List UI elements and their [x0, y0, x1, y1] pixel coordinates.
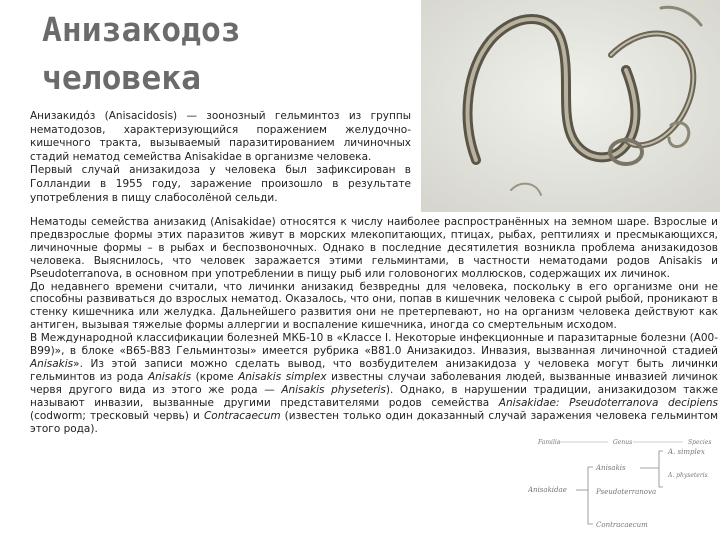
- scheme-header-species: Species: [688, 439, 712, 446]
- scheme-family: Anisakidae: [528, 486, 567, 494]
- scheme-species-physeteris: A. physeteris: [668, 472, 708, 479]
- title-line-1: Анизакодоз: [42, 10, 241, 49]
- main-text: [30, 216, 718, 435]
- scheme-species-simplex: A. simplex: [668, 448, 705, 456]
- nematode-photo: [421, 0, 720, 212]
- scheme-family-brace: [588, 467, 593, 524]
- taxonomy-scheme: [528, 437, 720, 540]
- intro-text: [30, 110, 411, 205]
- intro-paragraph-definition: Анизакидо́з (Anisacidosis) — зоонозный гельминтоз из группы нематодозов, характеризующийся поражением желудочно-кишечного тракта, вызываемый паразитированием личиночных стадий нематод семейства Anisakidae в организме человека.: [30, 110, 411, 163]
- scheme-genus-pseudoterranova: Pseudoterranova: [596, 488, 657, 496]
- scheme-genus-brace: [659, 451, 663, 487]
- scheme-header-genus: Genus: [613, 439, 633, 446]
- title-line-2: человека: [42, 58, 201, 97]
- intro-paragraph-first-case: Первый случай анизакидоза у человека был зафиксирован в Голландии в 1955 году, заражение произошло в результате употребления в пищу слабосолёной сельди.: [30, 164, 411, 204]
- paragraph-anisakid-nematodes: Нематоды семейства анизакид (Anisakidae) относятся к числу наиболее распространённых на земном шаре. Взрослые и предвзрослые формы этих паразитов живут в морских млекопитающих, птицах, рыбах, рептилиях и пресмыкающихся, личиночные формы – в рыбах и беспозвоночных. Однако в последние десятилетия возникла проблема анизакидозов человека. Выяснилось, что человек заражается этими гельминтами, в частности нематодами родов Anisakis и Pseudoterranova, в основном при употреблении в пищу рыб или головоногих моллюсков, содержащих их личинок.: [30, 216, 718, 280]
- scheme-header-familia: Familia: [538, 439, 561, 446]
- scheme-genus-anisakis: Anisakis: [596, 464, 626, 472]
- scheme-genus-contracaecum: Contracaecum: [596, 521, 648, 529]
- paragraph-larvae-harm: До недавнего времени считали, что личинки анизакид безвредны для человека, поскольку в его организме они не способны развиваться до взрослых нематод. Оказалось, что они, попав в кишечник человека с сырой рыбой, проникают в стенку кишечника или желудка. Дальнейшего развития они не претерпевают, но на организм человека действуют как антиген, вызывая тяжелые формы аллергии и воспаление кишечника, иногда со смертельным исходом.: [30, 280, 718, 332]
- paragraph-icd-classification: В Международной классификации болезней МКБ-10 в «Классе I. Некоторые инфекционные и паразитарные болезни (А00-В99)», в блоке «В65-В83 Гельминтозы» имеется рубрика «В81.0 Анизакидоз. Инвазия, вызванная личиночной стадией Anisakis». Из этой записи можно сделать вывод, что возбудителем анизакидоза у человека могут быть личинки гельминтов из рода Anisakis (кроме Anisakis simplex известны случаи заболевания людей, вызванные инвазией личинок червя другого вида из этого же рода — Anisakis physeteris). Однако, в нарушении традиции, анизакидозом также называют инвазии, вызванные другими представителями родов семейства Anisakidae: Pseudoterranova decipiens (codworm; тресковый червь) и Contracaecum (известен только один доказанный случай заражения человека гельминтом этого рода).: [30, 332, 719, 435]
- page-title: [42, 6, 241, 102]
